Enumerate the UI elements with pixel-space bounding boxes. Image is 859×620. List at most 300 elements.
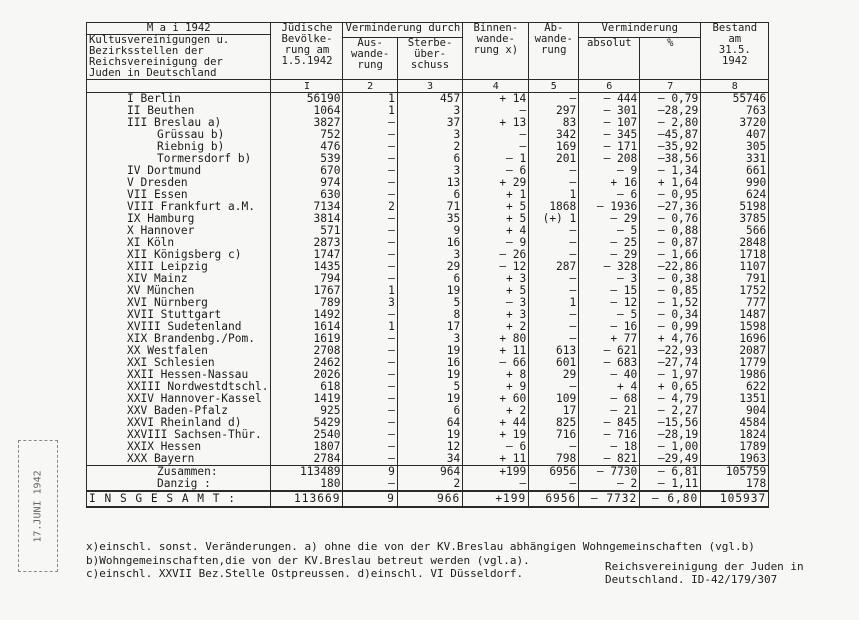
col-number: 3	[397, 80, 462, 93]
row-name: XXX Bayern	[87, 453, 271, 466]
cell-best: 990	[701, 177, 769, 189]
cell-pct: – 0,95	[640, 189, 701, 201]
cell-best: 2848	[701, 237, 769, 249]
cell-pop: 2026	[271, 369, 343, 381]
cell-binnen: + 60	[463, 393, 529, 405]
row-name: Grüssau b)	[87, 129, 271, 141]
cell-sterbe: 16	[397, 237, 462, 249]
row-name: VIII Frankfurt a.M.	[87, 201, 271, 213]
cell-abs: – 15	[579, 285, 640, 297]
cell-aus: –	[343, 117, 397, 129]
row-name: XXI Schlesien	[87, 357, 271, 369]
cell-abs: – 68	[579, 393, 640, 405]
cell-binnen: + 80	[463, 333, 529, 345]
table-row	[87, 466, 769, 479]
cell-best: 1718	[701, 249, 769, 261]
cell-pct: –27,74	[640, 357, 701, 369]
cell-aus: –	[343, 165, 397, 177]
cell-aus: –	[343, 213, 397, 225]
cell-binnen: – 6	[463, 165, 529, 177]
cell-pct: – 2,27	[640, 405, 701, 417]
header-bestand: Bestand am 31.5. 1942	[701, 23, 769, 80]
cell-best: 3785	[701, 213, 769, 225]
cell-ab: –	[529, 321, 579, 333]
cell-pct: – 0,76	[640, 213, 701, 225]
cell-pct: – 1,52	[640, 297, 701, 309]
cell-abs: – 40	[579, 369, 640, 381]
cell-pop: 5429	[271, 417, 343, 429]
table-row	[87, 453, 769, 466]
cell-aus: –	[343, 417, 397, 429]
row-name: XXVI Rheinland d)	[87, 417, 271, 429]
row-name: XV München	[87, 285, 271, 297]
cell-aus: 9	[343, 491, 397, 507]
cell-abs: – 444	[579, 93, 640, 106]
row-name: IV Dortmund	[87, 165, 271, 177]
cell-pop: 1435	[271, 261, 343, 273]
cell-sterbe: 2	[397, 141, 462, 153]
cell-pct: – 6,81	[640, 466, 701, 479]
cell-ab: 798	[529, 453, 579, 466]
header-verminderung-durch: Verminderung durch	[343, 23, 463, 38]
cell-pop: 56190	[271, 93, 343, 106]
cell-aus: –	[343, 141, 397, 153]
cell-best: 1598	[701, 321, 769, 333]
cell-sterbe: 966	[397, 491, 462, 507]
header-month: M a i 1942	[87, 23, 270, 35]
cell-binnen: + 11	[463, 345, 529, 357]
cell-aus: –	[343, 189, 397, 201]
cell-pop: 2708	[271, 345, 343, 357]
table-row	[87, 441, 769, 453]
cell-abs: – 1936	[579, 201, 640, 213]
cell-pct: – 1,34	[640, 165, 701, 177]
row-name: Riebnig b)	[87, 141, 271, 153]
cell-aus: –	[343, 429, 397, 441]
cell-sterbe: 64	[397, 417, 462, 429]
cell-best: 5198	[701, 201, 769, 213]
cell-binnen: + 2	[463, 405, 529, 417]
row-name: Danzig :	[87, 478, 271, 491]
table-row	[87, 201, 769, 213]
cell-best: 1487	[701, 309, 769, 321]
cell-aus: –	[343, 333, 397, 345]
cell-pct: – 0,99	[640, 321, 701, 333]
cell-ab: 169	[529, 141, 579, 153]
cell-sterbe: 37	[397, 117, 462, 129]
cell-abs: + 77	[579, 333, 640, 345]
cell-pop: 2873	[271, 237, 343, 249]
cell-sterbe: 34	[397, 453, 462, 466]
cell-aus: 9	[343, 466, 397, 479]
cell-sterbe: 9	[397, 225, 462, 237]
cell-binnen: + 29	[463, 177, 529, 189]
row-name: I N S G E S A M T :	[87, 491, 271, 507]
cell-abs: – 29	[579, 249, 640, 261]
cell-sterbe: 19	[397, 429, 462, 441]
cell-abs: – 2	[579, 478, 640, 491]
cell-pct: – 6,80	[640, 491, 701, 507]
cell-ab: –	[529, 177, 579, 189]
cell-pct: – 0,88	[640, 225, 701, 237]
table-row	[87, 405, 769, 417]
cell-ab: –	[529, 441, 579, 453]
cell-best: 105937	[701, 491, 769, 507]
cell-binnen: + 11	[463, 453, 529, 466]
cell-sterbe: 17	[397, 321, 462, 333]
cell-pct: –29,49	[640, 453, 701, 466]
cell-aus: 1	[343, 321, 397, 333]
table-row	[87, 189, 769, 201]
footnote-line: b)Wohngemeinschaften,die von der KV.Breslau betreut werden (vgl.a).	[86, 553, 530, 567]
header-name: M a i 1942 Kultusvereinigungen u. Bezirksstellen der Reichsvereinigung der Juden in Deutschland	[87, 23, 271, 80]
cell-aus: –	[343, 478, 397, 491]
cell-binnen: + 1	[463, 189, 529, 201]
row-name: X Hannover	[87, 225, 271, 237]
row-name: XIX Brandenbg./Pom.	[87, 333, 271, 345]
row-name: IX Hamburg	[87, 213, 271, 225]
cell-aus: 2	[343, 201, 397, 213]
cell-best: 4584	[701, 417, 769, 429]
cell-sterbe: 2	[397, 478, 462, 491]
cell-sterbe: 3	[397, 165, 462, 177]
cell-sterbe: 19	[397, 345, 462, 357]
cell-pop: 2462	[271, 357, 343, 369]
cell-sterbe: 3	[397, 129, 462, 141]
row-name: XXIV Hannover-Kassel	[87, 393, 271, 405]
cell-best: 178	[701, 478, 769, 491]
cell-binnen: + 14	[463, 93, 529, 106]
cell-sterbe: 6	[397, 153, 462, 165]
cell-aus: 1	[343, 105, 397, 117]
table-row	[87, 249, 769, 261]
cell-ab: 716	[529, 429, 579, 441]
cell-pop: 1747	[271, 249, 343, 261]
cell-abs: – 171	[579, 141, 640, 153]
row-name: XVIII Sudetenland	[87, 321, 271, 333]
table-row	[87, 369, 769, 381]
cell-binnen: –	[463, 129, 529, 141]
col-number: 7	[640, 80, 701, 93]
cell-binnen: + 8	[463, 369, 529, 381]
cell-ab: –	[529, 237, 579, 249]
row-name: XVII Stuttgart	[87, 309, 271, 321]
cell-sterbe: 8	[397, 309, 462, 321]
row-name: XIII Leipzig	[87, 261, 271, 273]
cell-abs: – 18	[579, 441, 640, 453]
cell-pct: –22,93	[640, 345, 701, 357]
cell-sterbe: 13	[397, 177, 462, 189]
cell-sterbe: 6	[397, 189, 462, 201]
header-sterbeueberschuss: Sterbe- über- schuss	[397, 37, 462, 79]
cell-pop: 618	[271, 381, 343, 393]
cell-aus: –	[343, 177, 397, 189]
cell-sterbe: 457	[397, 93, 462, 106]
cell-pct: – 2,80	[640, 117, 701, 129]
cell-aus: 1	[343, 285, 397, 297]
header-population: Jüdische Bevölke- rung am 1.5.1942	[271, 23, 343, 80]
row-name: I Berlin	[87, 93, 271, 106]
row-name: II Beuthen	[87, 105, 271, 117]
cell-sterbe: 3	[397, 249, 462, 261]
cell-binnen: + 4	[463, 225, 529, 237]
cell-pop: 1614	[271, 321, 343, 333]
cell-binnen: – 3	[463, 297, 529, 309]
cell-abs: + 4	[579, 381, 640, 393]
cell-abs: – 21	[579, 405, 640, 417]
cell-best: 1789	[701, 441, 769, 453]
cell-binnen: +199	[463, 491, 529, 507]
cell-pct: –15,56	[640, 417, 701, 429]
cell-binnen: + 5	[463, 201, 529, 213]
cell-abs: + 16	[579, 177, 640, 189]
table-row	[87, 381, 769, 393]
cell-best: 622	[701, 381, 769, 393]
row-name: XX Westfalen	[87, 345, 271, 357]
cell-best: 1779	[701, 357, 769, 369]
cell-pop: 1492	[271, 309, 343, 321]
table-row	[87, 309, 769, 321]
cell-pop: 7134	[271, 201, 343, 213]
cell-pop: 789	[271, 297, 343, 309]
cell-abs: – 845	[579, 417, 640, 429]
cell-sterbe: 3	[397, 333, 462, 345]
cell-pop: 1419	[271, 393, 343, 405]
cell-pct: –27,36	[640, 201, 701, 213]
col-number: I	[271, 80, 343, 93]
cell-aus: –	[343, 261, 397, 273]
header-verminderung: Verminderung	[579, 23, 701, 38]
cell-ab: 342	[529, 129, 579, 141]
table-row	[87, 177, 769, 189]
cell-aus: –	[343, 381, 397, 393]
cell-best: 2087	[701, 345, 769, 357]
cell-abs: – 12	[579, 297, 640, 309]
cell-aus: –	[343, 345, 397, 357]
row-name: XI Köln	[87, 237, 271, 249]
signature-block: Reichsvereinigung der Juden in Deutschland. ID-42/179/307	[605, 560, 804, 586]
header-abwanderung: Ab- wande- rung	[529, 23, 579, 80]
cell-ab: 297	[529, 105, 579, 117]
cell-pop: 3814	[271, 213, 343, 225]
cell-aus: –	[343, 273, 397, 285]
cell-sterbe: 5	[397, 381, 462, 393]
cell-pct: – 0,87	[640, 237, 701, 249]
cell-sterbe: 35	[397, 213, 462, 225]
table-row	[87, 129, 769, 141]
cell-binnen: + 9	[463, 381, 529, 393]
cell-pop: 752	[271, 129, 343, 141]
cell-sterbe: 6	[397, 273, 462, 285]
cell-pop: 2540	[271, 429, 343, 441]
cell-sterbe: 71	[397, 201, 462, 213]
cell-binnen: +199	[463, 466, 529, 479]
cell-abs: – 3	[579, 273, 640, 285]
cell-pop: 670	[271, 165, 343, 177]
cell-binnen: – 1	[463, 153, 529, 165]
cell-binnen: + 13	[463, 117, 529, 129]
cell-pct: –38,56	[640, 153, 701, 165]
cell-binnen: – 12	[463, 261, 529, 273]
table-row	[87, 393, 769, 405]
cell-ab: 825	[529, 417, 579, 429]
stamp-date: 17.JUNI 1942	[32, 470, 44, 543]
header-auswanderung: Aus- wande- rung	[343, 37, 397, 79]
cell-ab: –	[529, 333, 579, 345]
cell-ab: 287	[529, 261, 579, 273]
cell-sterbe: 29	[397, 261, 462, 273]
cell-binnen: + 3	[463, 273, 529, 285]
col-number: 4	[463, 80, 529, 93]
cell-best: 1986	[701, 369, 769, 381]
table-row	[87, 261, 769, 273]
cell-pop: 1064	[271, 105, 343, 117]
cell-pop: 1619	[271, 333, 343, 345]
cell-ab: 6956	[529, 466, 579, 479]
row-name: XXIII Nordwestdtschl.	[87, 381, 271, 393]
cell-best: 1351	[701, 393, 769, 405]
cell-aus: –	[343, 405, 397, 417]
cell-pop: 925	[271, 405, 343, 417]
cell-ab: 1868	[529, 201, 579, 213]
cell-ab: 601	[529, 357, 579, 369]
cell-best: 305	[701, 141, 769, 153]
cell-binnen: + 2	[463, 321, 529, 333]
cell-best: 1963	[701, 453, 769, 466]
cell-pct: – 4,79	[640, 393, 701, 405]
table-row	[87, 165, 769, 177]
cell-pct: – 1,66	[640, 249, 701, 261]
cell-best: 1107	[701, 261, 769, 273]
cell-abs: – 821	[579, 453, 640, 466]
cell-abs: – 6	[579, 189, 640, 201]
cell-abs: – 107	[579, 117, 640, 129]
cell-best: 1824	[701, 429, 769, 441]
cell-ab: –	[529, 93, 579, 106]
cell-pop: 571	[271, 225, 343, 237]
table-row	[87, 417, 769, 429]
cell-sterbe: 16	[397, 357, 462, 369]
cell-ab: (+) 1	[529, 213, 579, 225]
cell-ab: –	[529, 309, 579, 321]
cell-pop: 180	[271, 478, 343, 491]
cell-pop: 3827	[271, 117, 343, 129]
cell-best: 1696	[701, 333, 769, 345]
cell-aus: –	[343, 357, 397, 369]
cell-binnen: –	[463, 141, 529, 153]
table-row	[87, 105, 769, 117]
row-name: V Dresden	[87, 177, 271, 189]
table-row	[87, 285, 769, 297]
cell-binnen: – 26	[463, 249, 529, 261]
cell-abs: – 5	[579, 309, 640, 321]
cell-best: 904	[701, 405, 769, 417]
cell-pop: 1767	[271, 285, 343, 297]
table-row	[87, 141, 769, 153]
cell-sterbe: 12	[397, 441, 462, 453]
cell-pop: 476	[271, 141, 343, 153]
cell-pop: 113489	[271, 466, 343, 479]
table-row	[87, 213, 769, 225]
cell-abs: – 7732	[579, 491, 640, 507]
table-body	[87, 93, 769, 508]
cell-binnen: + 44	[463, 417, 529, 429]
cell-abs: – 716	[579, 429, 640, 441]
header-binnen: Binnen- wande- rung x)	[463, 23, 529, 80]
cell-pct: – 1,97	[640, 369, 701, 381]
cell-ab: 1	[529, 297, 579, 309]
cell-sterbe: 19	[397, 369, 462, 381]
row-name: XII Königsberg c)	[87, 249, 271, 261]
cell-aus: –	[343, 153, 397, 165]
cell-pop: 974	[271, 177, 343, 189]
cell-sterbe: 6	[397, 405, 462, 417]
cell-sterbe: 19	[397, 285, 462, 297]
col-number: 6	[579, 80, 640, 93]
cell-ab: 1	[529, 189, 579, 201]
cell-pop: 794	[271, 273, 343, 285]
cell-aus: –	[343, 309, 397, 321]
cell-binnen: – 9	[463, 237, 529, 249]
cell-aus: –	[343, 249, 397, 261]
table-row	[87, 429, 769, 441]
cell-sterbe: 19	[397, 393, 462, 405]
row-name: XIV Mainz	[87, 273, 271, 285]
cell-best: 3720	[701, 117, 769, 129]
footnote-line: c)einschl. XXVII Bez.Stelle Ostpreussen. d)einschl. VI Düsseldorf.	[86, 567, 524, 580]
cell-best: 624	[701, 189, 769, 201]
cell-pct: –22,86	[640, 261, 701, 273]
row-name: XXV Baden-Pfalz	[87, 405, 271, 417]
cell-pct: –28,29	[640, 105, 701, 117]
cell-aus: –	[343, 237, 397, 249]
cell-sterbe: 5	[397, 297, 462, 309]
cell-binnen: + 3	[463, 309, 529, 321]
cell-sterbe: 964	[397, 466, 462, 479]
cell-aus: 3	[343, 297, 397, 309]
footnote-line: x)einschl. sonst. Veränderungen. a) ohne die von der KV.Breslau abhängigen Wohngemeinschaften (vgl.b)	[86, 540, 755, 553]
cell-aus: –	[343, 453, 397, 466]
cell-binnen: + 5	[463, 285, 529, 297]
table-row	[87, 93, 769, 106]
cell-aus: –	[343, 441, 397, 453]
cell-abs: – 7730	[579, 466, 640, 479]
cell-abs: – 621	[579, 345, 640, 357]
cell-abs: – 16	[579, 321, 640, 333]
cell-ab: 613	[529, 345, 579, 357]
cell-binnen: + 5	[463, 213, 529, 225]
cell-binnen: + 19	[463, 429, 529, 441]
cell-binnen: –	[463, 105, 529, 117]
cell-ab: 109	[529, 393, 579, 405]
cell-ab: 6956	[529, 491, 579, 507]
cell-best: 763	[701, 105, 769, 117]
cell-pop: 1807	[271, 441, 343, 453]
cell-best: 661	[701, 165, 769, 177]
cell-ab: –	[529, 478, 579, 491]
cell-abs: – 29	[579, 213, 640, 225]
cell-pct: – 1,00	[640, 441, 701, 453]
cell-ab: 83	[529, 117, 579, 129]
cell-pct: – 1,11	[640, 478, 701, 491]
cell-aus: –	[343, 129, 397, 141]
table-row	[87, 297, 769, 309]
cell-abs: – 683	[579, 357, 640, 369]
cell-pct: + 1,64	[640, 177, 701, 189]
cell-ab: –	[529, 273, 579, 285]
cell-pct: – 0,38	[640, 273, 701, 285]
cell-best: 407	[701, 129, 769, 141]
